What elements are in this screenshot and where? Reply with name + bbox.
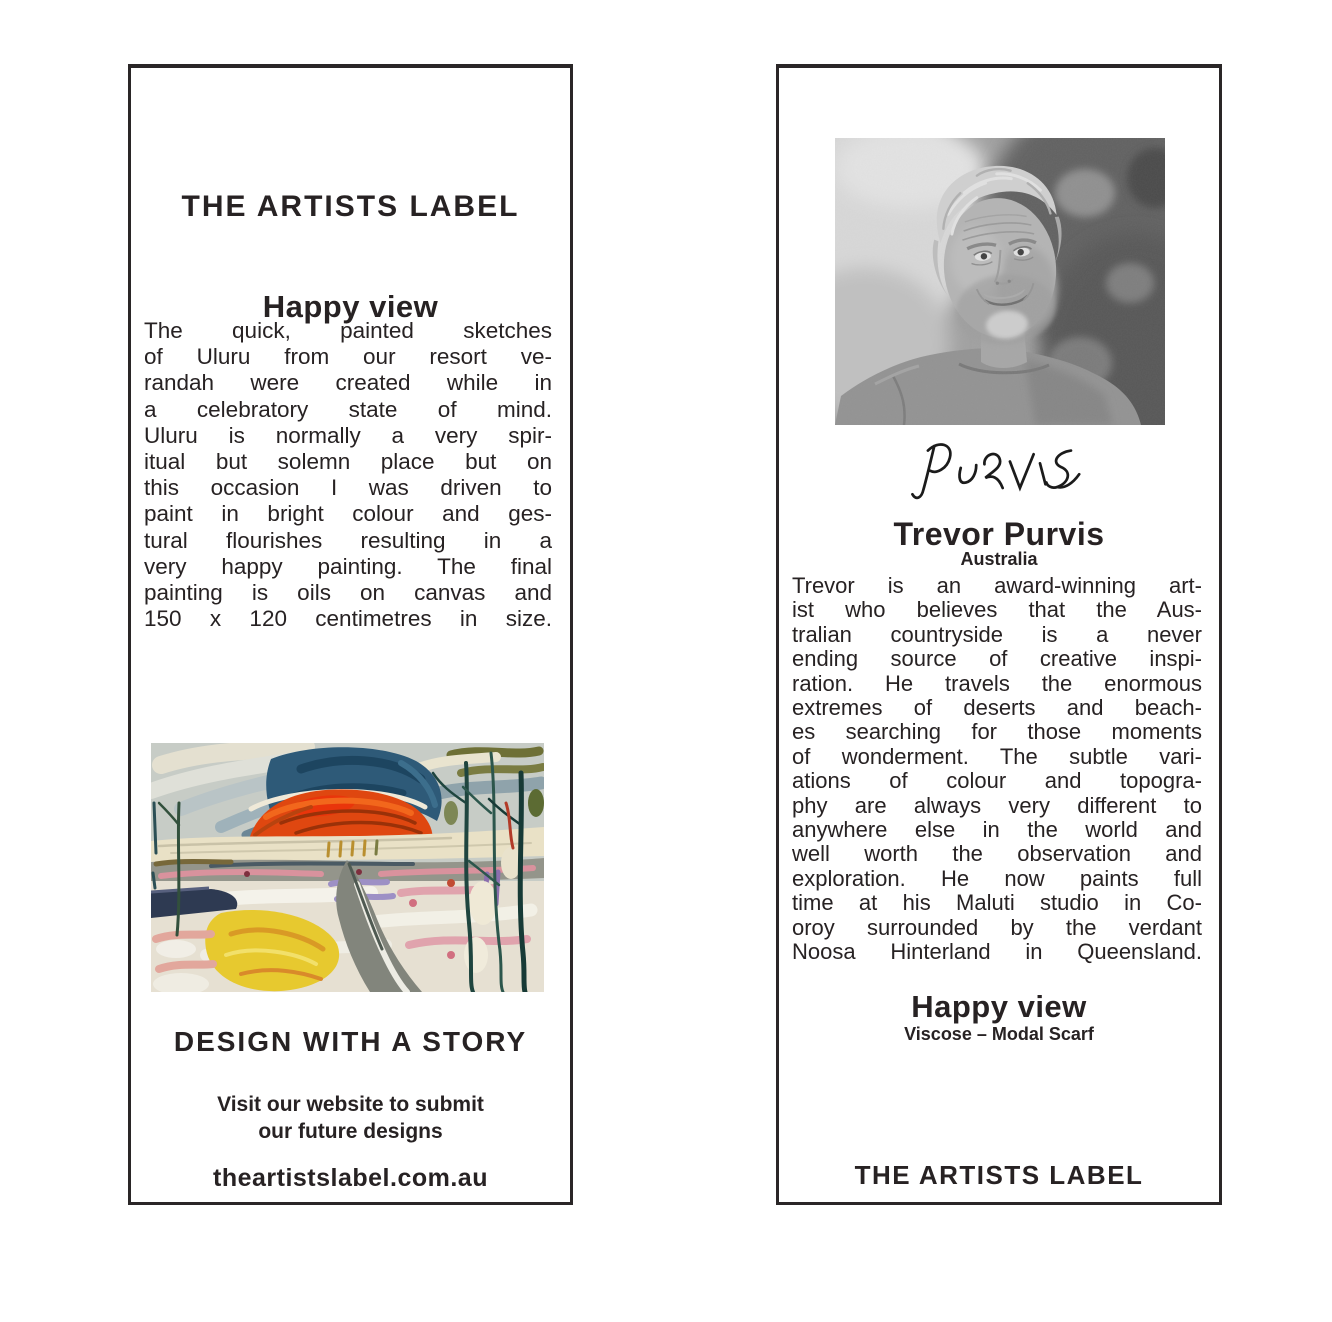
bio-line: ration. He travels the enormous xyxy=(792,670,1202,696)
bio-line: extremes of deserts and beach- xyxy=(792,695,1202,721)
bio-line: well worth the observation and xyxy=(792,841,1202,867)
design-story-text xyxy=(144,318,552,632)
uluru-painting-canvas xyxy=(151,743,544,992)
bio-line: phy are always very different to xyxy=(792,792,1202,818)
artist-photo-canvas xyxy=(835,138,1165,425)
story-line: very happy painting. The final xyxy=(144,553,552,579)
design-title: Happy view xyxy=(262,289,439,324)
bio-line: ations of colour and topogra- xyxy=(792,768,1202,794)
story-line: painting is oils on canvas and xyxy=(144,580,552,606)
artist-country: Australia xyxy=(960,549,1038,569)
bio-line: exploration. He now paints full xyxy=(792,865,1202,891)
story-line: randah were created while in xyxy=(144,370,552,396)
artist-photo xyxy=(835,138,1165,425)
tagline: DESIGN WITH A STORY xyxy=(173,1026,528,1057)
design-title: Happy view xyxy=(911,989,1087,1024)
story-line: this occasion I was driven to xyxy=(144,475,552,501)
story-line: The quick, painted sketches xyxy=(144,318,552,343)
bio-line: oroy surrounded by the verdant xyxy=(792,914,1202,940)
story-line: tural flourishes resulting in a xyxy=(144,527,552,553)
bio-line: time at his Maluti studio in Co- xyxy=(792,890,1202,916)
bio-line: es searching for those moments xyxy=(792,719,1202,745)
story-line: of Uluru from our resort ve- xyxy=(144,344,552,370)
artist-info-panel xyxy=(776,64,1222,1205)
brand-title-bottom: THE ARTISTS LABEL xyxy=(854,1160,1144,1190)
artist-name: Trevor Purvis xyxy=(893,516,1105,552)
cta-text xyxy=(131,1091,570,1145)
bio-line: anywhere else in the world and xyxy=(792,817,1202,843)
bio-line: ending source of creative inspi- xyxy=(792,646,1202,672)
product-type: Viscose – Modal Scarf xyxy=(904,1024,1094,1044)
website-url: theartistslabel.com.au xyxy=(213,1164,488,1192)
signature-canvas xyxy=(902,436,1097,518)
bio-line: Trevor is an award-winning art- xyxy=(792,573,1202,598)
artist-signature-image xyxy=(902,436,1097,518)
story-line: a celebratory state of mind. xyxy=(144,396,552,422)
bio-line: of wonderment. The subtle vari- xyxy=(792,743,1202,769)
story-line: itual but solemn place but on xyxy=(144,449,552,475)
uluru-painting-image xyxy=(151,743,544,992)
cta-line: Visit our website to submit xyxy=(217,1093,484,1116)
story-line: 150 x 120 centimetres in size. xyxy=(144,606,552,632)
bio-line: ist who believes that the Aus- xyxy=(792,597,1202,623)
front-label-panel xyxy=(128,64,573,1205)
bio-line: Noosa Hinterland in Queensland. xyxy=(792,939,1202,965)
artist-bio-text xyxy=(792,574,1202,965)
bio-line: tralian countryside is a never xyxy=(792,621,1202,647)
story-line: Uluru is normally a very spir- xyxy=(144,422,552,448)
brand-title: THE ARTISTS LABEL xyxy=(181,190,520,223)
story-line: paint in bright colour and ges- xyxy=(144,501,552,527)
cta-line: our future designs xyxy=(258,1120,443,1143)
